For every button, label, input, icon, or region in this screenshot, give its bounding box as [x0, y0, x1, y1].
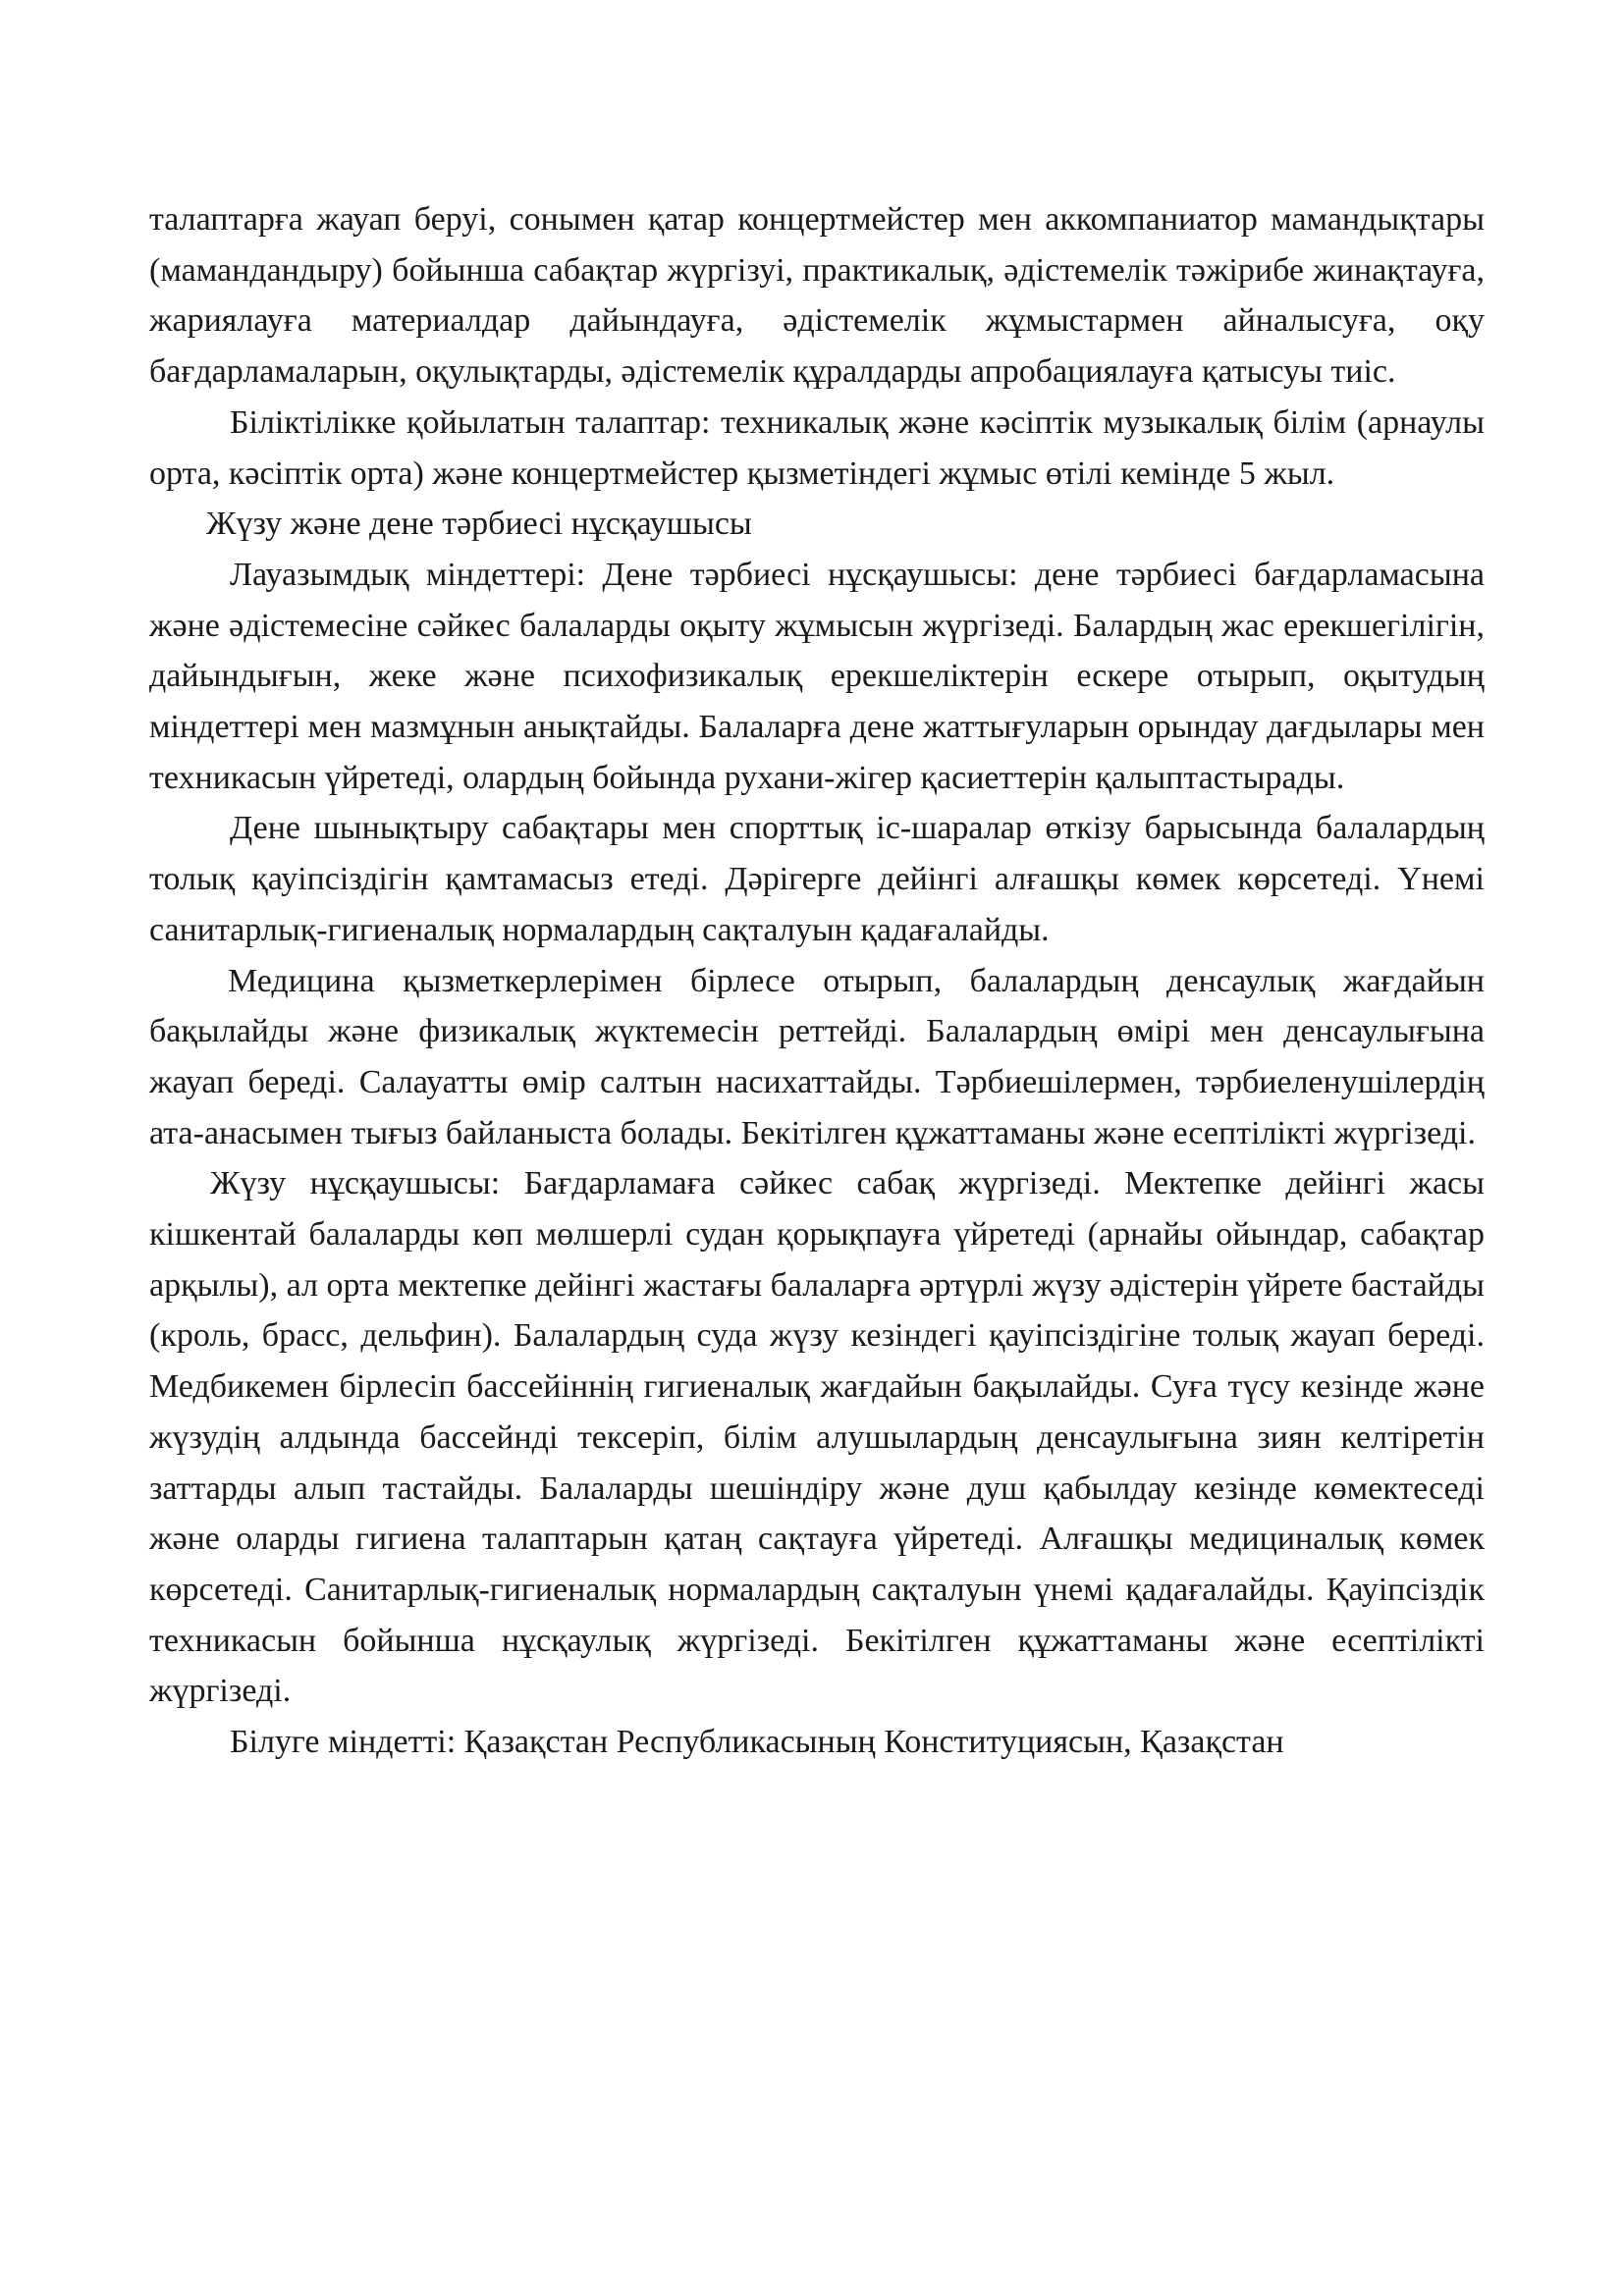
- section-heading-swimming-pe-instructor: Жүзу және дене тәрбиесі нұсқаушысы: [206, 506, 752, 543]
- paragraph-safety-duties: Дене шынықтыру сабақтары мен спорттық іс-шаралар өткізу барысында балалардың толық қауіпсіздігін қамтамасыз етеді. Дәрігерге дейінгі алғашқы көмек көрсетеді. Үнемі санитарлық-гигиеналық нормалардың сақталуын қадағалайды.: [149, 810, 1485, 948]
- paragraph-job-duties: Лауазымдық міндеттері: Дене тәрбиесі нұсқаушысы: дене тәрбиесі бағдарламасына және әдістемесіне сәйкес балаларды оқыту жұмысын жүргізеді. Балардың жас ерекшегілігін, дайындығын, жеке және психофизикалық ерекшеліктерін ескере отырып, оқытудың міндеттері мен мазмұнын анықтайды. Балаларға дене жаттығуларын орындау дағдылары мен техникасын үйретеді, олардың бойында рухани-жігер қасиеттерін қалыптастырады.: [149, 556, 1485, 796]
- paragraph-medical-cooperation: Медицина қызметкерлерімен бірлесе отырып, балалардың денсаулық жағдайын бақылайды және физикалық жүктемесін реттейді. Балалардың өмірі мен денсаулығына жауап береді. Салауатты өмір салтын насихаттайды. Тәрбиешілермен, тәрбиеленушілердің ата-анасымен тығыз байланыста болады. Бекітілген құжаттаманы және есептілікті жүргізеді.: [149, 962, 1485, 1151]
- document-page: [149, 194, 1485, 1768]
- paragraph-swimming-instructor: Жүзу нұсқаушысы: Бағдарламаға сәйкес сабақ жүргізеді. Мектепке дейінгі жасы кішкентай балаларды көп мөлшерлі судан қорықпауға үйретеді (арнайы ойындар, сабақтар арқылы), ал орта мектепке дейінгі жастағы балаларға әртүрлі жүзу әдістерін үйрете бастайды (кроль, брасс, дельфин). Балалардың суда жүзу кезіндегі қауіпсіздігіне толық жауап береді. Медбикемен бірлесіп бассейіннің гигиеналық жағдайын бақылайды. Суға түсу кезінде және жүзудің алдында бассейнді тексеріп, білім алушылардың денсаулығына зиян келтіретін заттарды алып тастайды. Балаларды шешіндіру және душ қабылдау кезінде көмектеседі және оларды гигиена талаптарын қатаң сақтауға үйретеді. Алғашқы медициналық көмек көрсетеді. Санитарлық-гигиеналық нормалардың сақталуын үнемі қадағалайды. Қауіпсіздік техникасын бойынша нұсқаулық жүргізеді. Бекітілген құжаттаманы және есептілікті жүргізеді.: [149, 1165, 1485, 1710]
- paragraph-must-know: Білуге міндетті: Қазақстан Республикасының Конституциясын, Қазақстан: [230, 1724, 1284, 1761]
- paragraph-requirements-continuation: талаптарға жауап беруі, сонымен қатар концертмейстер мен аккомпаниатор мамандықтары (мамандандыру) бойынша сабақтар жүргізуі, практикалық, әдістемелік тәжірибе жинақтауға, жариялауға материалдар дайындауға, әдістемелік жұмыстармен айналысуға, оқу бағдарламаларын, оқулықтарды, әдістемелік құралдарды апробациялауға қатысуы тиіс.: [149, 201, 1485, 391]
- paragraph-qualification-requirements: Біліктілікке қойылатын талаптар: техникалық және кәсіптік музыкалық білім (арнаулы орта, кәсіптік орта) және концертмейстер қызметіндегі жұмыс өтілі кемінде 5 жыл.: [149, 403, 1485, 492]
